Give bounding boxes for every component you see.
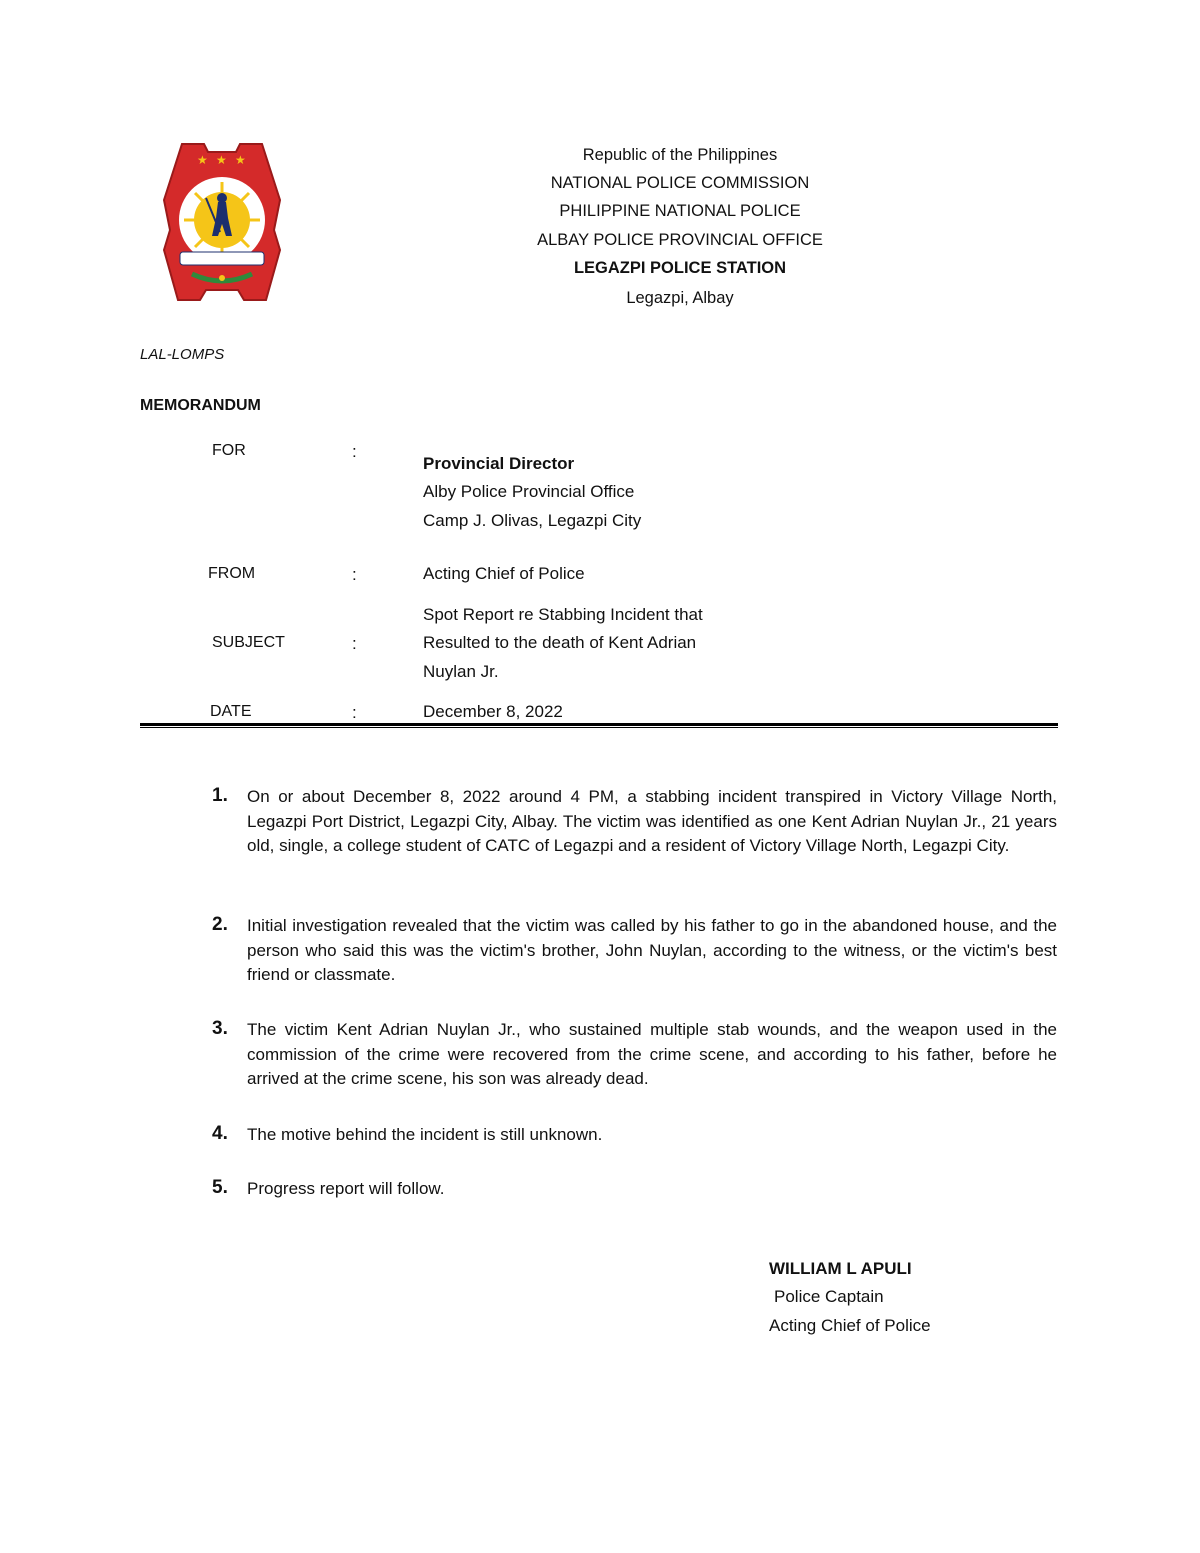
svg-text:★: ★ [216,153,227,167]
for-recipient-address: Camp J. Olivas, Legazpi City [423,511,642,530]
pnp-logo [162,140,282,305]
reference-code: LAL-LOMPS [140,346,225,363]
header-provincial-office: ALBAY POLICE PROVINCIAL OFFICE [537,231,823,249]
paragraph-5: Progress report will follow. [247,1179,445,1198]
signatory-name: WILLIAM L APULI [769,1259,912,1278]
subject-line-2: Resulted to the death of Kent Adrian [423,633,697,652]
letterhead [420,0,940,320]
header-station: LEGAZPI POLICE STATION [573,259,787,277]
signatory-position: Acting Chief of Police [769,1316,931,1335]
subject-label: SUBJECT [212,634,285,651]
header-location: Legazpi, Albay [626,289,734,307]
paragraph-5-number: 5. [212,1177,228,1198]
for-recipient-office: Alby Police Provincial Office [423,482,635,501]
paragraph-2: Initial investigation revealed that the victim was called by his father to go in the abandoned house, and the person who said this was the victim's brother, John Nuylan, according to the witness, or the victim's best friend or classmate. [247,916,1057,984]
subject-colon: : [352,634,357,653]
paragraph-4-number: 4. [212,1123,228,1144]
paragraph-3: The victim Kent Adrian Nuylan Jr., who sustained multiple stab wounds, and the weapon used in the commission of the crime were recovered from the crime scene, and according to his father, before he arrived at the crime scene, his son was already dead. [247,1020,1057,1088]
for-label: FOR [212,442,246,459]
paragraph-2-number: 2. [212,914,228,935]
svg-text:★: ★ [235,153,246,167]
header-divider [140,723,1058,726]
header-pnp: PHILIPPINE NATIONAL POLICE [559,202,801,220]
paragraph-1: On or about December 8, 2022 around 4 PM, a stabbing incident transpired in Victory Village North, Legazpi Port District, Legazpi City, Albay. The victim was identified as one Kent Adrian Nuylan Jr., 21 years old, single, a college student of CATC of Legazpi and a resident of Victory Village North, Legazpi City. [247,787,1057,855]
subject-line-1: Spot Report re Stabbing Incident that [423,605,703,624]
date-label: DATE [210,703,252,720]
for-recipient-title: Provincial Director [423,454,575,473]
date-colon: : [352,703,357,722]
memo-title: MEMORANDUM [140,397,261,414]
from-value: Acting Chief of Police [423,564,585,583]
svg-text:★: ★ [197,153,208,167]
header-napolcom: NATIONAL POLICE COMMISSION [550,174,810,192]
signatory-rank: Police Captain [774,1287,884,1306]
from-colon: : [352,565,357,584]
header-republic: Republic of the Philippines [582,146,778,164]
header-divider-thin [140,727,1058,728]
for-colon: : [352,442,357,461]
subject-line-3: Nuylan Jr. [423,662,499,681]
paragraph-1-number: 1. [212,785,228,806]
date-value: December 8, 2022 [423,702,563,721]
paragraph-4: The motive behind the incident is still unknown. [247,1125,603,1144]
from-label: FROM [208,565,256,582]
paragraph-3-number: 3. [212,1018,228,1039]
